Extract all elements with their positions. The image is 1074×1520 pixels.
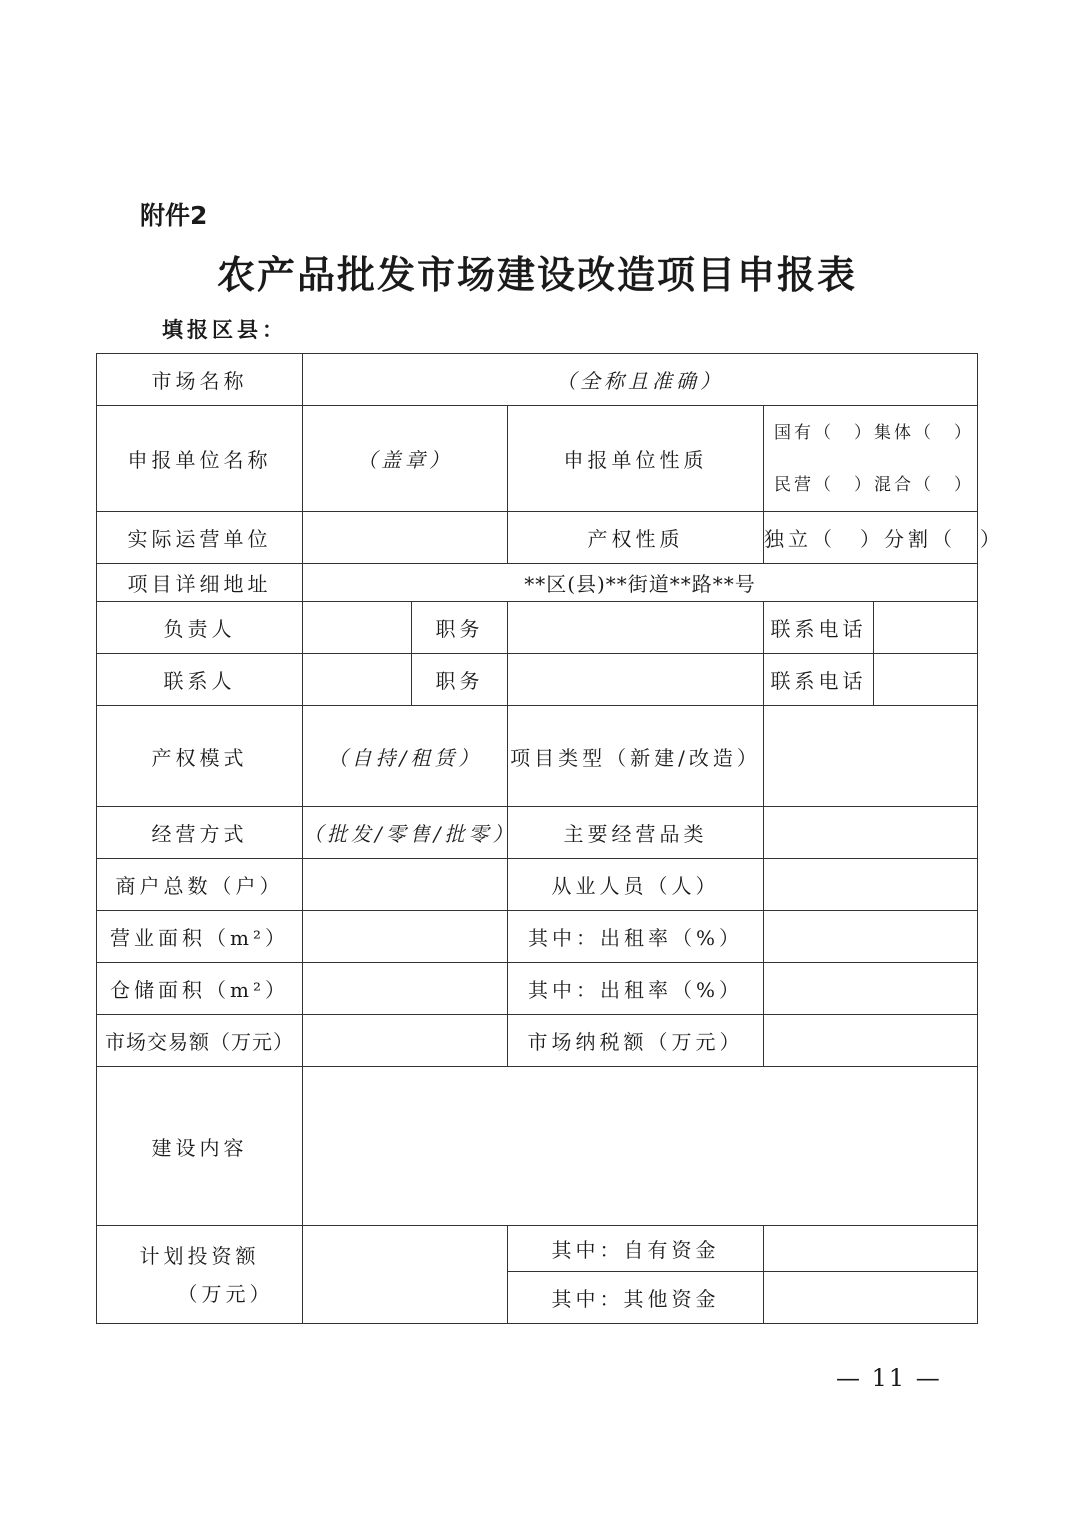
table-row: [97, 963, 978, 1015]
applicant-name-label: 申报单位名称: [97, 406, 303, 512]
employees-field[interactable]: [764, 859, 978, 911]
applicant-nature-options[interactable]: [764, 406, 978, 512]
contact-person-label: 联系人: [97, 654, 303, 706]
investment-label: [97, 1226, 303, 1324]
table-row: [97, 564, 978, 602]
phone-label: 联系电话: [764, 602, 874, 654]
attachment-label: 附件2: [140, 201, 208, 230]
market-name-field[interactable]: （全称且准确）: [303, 354, 978, 406]
district-label: 填报区县：: [162, 317, 287, 342]
contact-position-label: 职务: [412, 654, 508, 706]
other-funds-field[interactable]: [764, 1272, 978, 1324]
property-nature-options[interactable]: 独立（ ）分割（ ）: [764, 512, 978, 564]
table-row: [97, 1067, 978, 1226]
operation-mode-label: 经营方式: [97, 807, 303, 859]
storage-rental-rate-field[interactable]: [764, 963, 978, 1015]
table-row: [97, 602, 978, 654]
construction-content-field[interactable]: [303, 1067, 978, 1226]
trade-volume-field[interactable]: [303, 1015, 508, 1067]
business-area-label: 营业面积（m²）: [97, 911, 303, 963]
contact-phone-field[interactable]: [874, 654, 978, 706]
investment-label-line1: 计划投资额: [139, 1243, 260, 1268]
main-category-label: 主要经营品类: [508, 807, 764, 859]
project-type-label: 项目类型（新建/改造）: [508, 706, 764, 807]
address-field[interactable]: **区(县)**街道**路**号: [303, 564, 978, 602]
contact-phone-label: 联系电话: [764, 654, 874, 706]
address-label: 项目详细地址: [97, 564, 303, 602]
main-category-field[interactable]: [764, 807, 978, 859]
table-row: [97, 859, 978, 911]
table-row: [97, 1015, 978, 1067]
market-name-label: 市场名称: [97, 354, 303, 406]
table-row: [97, 654, 978, 706]
investment-label-line2: （万元）: [177, 1281, 274, 1306]
table-row: [97, 512, 978, 564]
tax-label: 市场纳税额（万元）: [508, 1015, 764, 1067]
property-mode-label: 产权模式: [97, 706, 303, 807]
business-rental-rate-label: 其中：出租率（%）: [508, 911, 764, 963]
project-type-field[interactable]: [764, 706, 978, 807]
nature-option-row-2[interactable]: 民营（ ）混合（ ）: [774, 474, 974, 495]
trade-volume-label: 市场交易额（万元）: [97, 1015, 303, 1067]
contact-person-field[interactable]: [303, 654, 412, 706]
other-funds-label: 其中：其他资金: [508, 1272, 764, 1324]
construction-content-label: 建设内容: [97, 1067, 303, 1226]
table-row: [97, 911, 978, 963]
phone-field[interactable]: [874, 602, 978, 654]
business-area-field[interactable]: [303, 911, 508, 963]
operation-mode-field[interactable]: （批发/零售/批零）: [303, 807, 508, 859]
own-funds-label: 其中：自有资金: [508, 1226, 764, 1272]
merchants-label: 商户总数（户）: [97, 859, 303, 911]
table-row: [97, 706, 978, 807]
form-title: 农产品批发市场建设改造项目申报表: [216, 252, 857, 297]
property-nature-label: 产权性质: [508, 512, 764, 564]
contact-position-field[interactable]: [508, 654, 764, 706]
page-number: — 11 —: [836, 1364, 942, 1392]
own-funds-field[interactable]: [764, 1226, 978, 1272]
applicant-name-field[interactable]: （盖章）: [303, 406, 508, 512]
tax-field[interactable]: [764, 1015, 978, 1067]
storage-area-field[interactable]: [303, 963, 508, 1015]
table-row: [97, 354, 978, 406]
property-mode-field[interactable]: （自持/租赁）: [303, 706, 508, 807]
application-form-table: [96, 353, 1004, 1324]
nature-option-row-1[interactable]: 国有（ ）集体（ ）: [774, 422, 974, 443]
storage-area-label: 仓储面积（m²）: [97, 963, 303, 1015]
merchants-field[interactable]: [303, 859, 508, 911]
position-label: 职务: [412, 602, 508, 654]
operator-label: 实际运营单位: [97, 512, 303, 564]
table-row: [97, 807, 978, 859]
table-row: [97, 1226, 978, 1272]
position-field[interactable]: [508, 602, 764, 654]
investment-field[interactable]: [303, 1226, 508, 1324]
operator-field[interactable]: [303, 512, 508, 564]
table-row: [97, 406, 978, 512]
business-rental-rate-field[interactable]: [764, 911, 978, 963]
responsible-person-field[interactable]: [303, 602, 412, 654]
employees-label: 从业人员（人）: [508, 859, 764, 911]
storage-rental-rate-label: 其中：出租率（%）: [508, 963, 764, 1015]
applicant-nature-label: 申报单位性质: [508, 406, 764, 512]
responsible-person-label: 负责人: [97, 602, 303, 654]
